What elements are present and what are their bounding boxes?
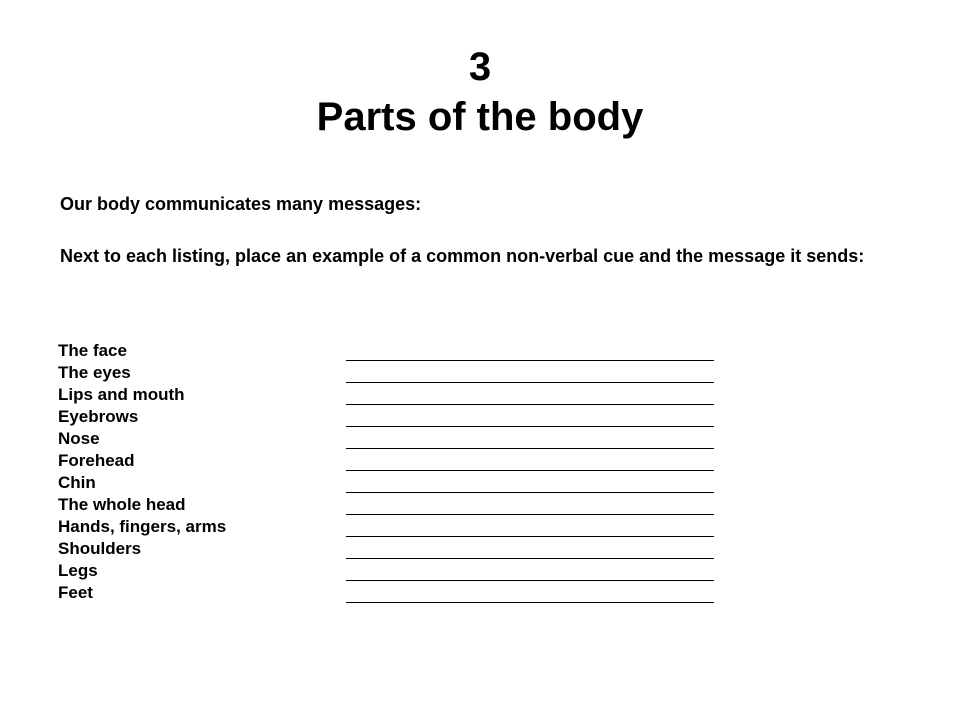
list-item <box>58 538 738 560</box>
list-item <box>58 450 738 472</box>
answer-blank <box>346 516 714 537</box>
answer-blank <box>346 450 714 471</box>
answer-blank <box>346 362 714 383</box>
body-part-label: The eyes <box>58 363 131 382</box>
body-part-label: The face <box>58 341 127 360</box>
list-item <box>58 516 738 538</box>
answer-blank <box>346 582 714 603</box>
list-item <box>58 406 738 428</box>
slide-number: 3 <box>468 45 492 89</box>
body-part-label: Shoulders <box>58 539 142 558</box>
answer-blank <box>346 494 714 515</box>
list-item <box>58 362 738 384</box>
instruction-text: Next to each listing, place an example of a common non-verbal cue and the message it sends: <box>60 246 865 266</box>
list-item <box>58 384 738 406</box>
answer-blank <box>346 406 714 427</box>
list-item <box>58 428 738 450</box>
list-item <box>58 582 738 604</box>
list-item <box>58 560 738 582</box>
body-part-label: Feet <box>58 583 93 602</box>
list-item <box>58 472 738 494</box>
answer-blank <box>346 472 714 493</box>
slide-title <box>0 42 960 142</box>
answer-blank <box>346 560 714 581</box>
body-part-label: The whole head <box>58 495 186 514</box>
body-part-label: Legs <box>58 561 98 580</box>
answer-blank <box>346 538 714 559</box>
body-part-label: Chin <box>58 473 96 492</box>
intro-text: Our body communicates many messages: <box>60 194 422 214</box>
list-item <box>58 340 738 362</box>
answer-blank <box>346 384 714 405</box>
answer-blank <box>346 428 714 449</box>
body-part-label: Hands, fingers, arms <box>58 517 227 536</box>
body-parts-list <box>58 340 738 604</box>
body-part-label: Eyebrows <box>58 407 139 426</box>
page-title: Parts of the body <box>316 95 644 139</box>
body-part-label: Nose <box>58 429 100 448</box>
list-item <box>58 494 738 516</box>
body-part-label: Lips and mouth <box>58 385 185 404</box>
body-part-label: Forehead <box>58 451 135 470</box>
answer-blank <box>346 340 714 361</box>
